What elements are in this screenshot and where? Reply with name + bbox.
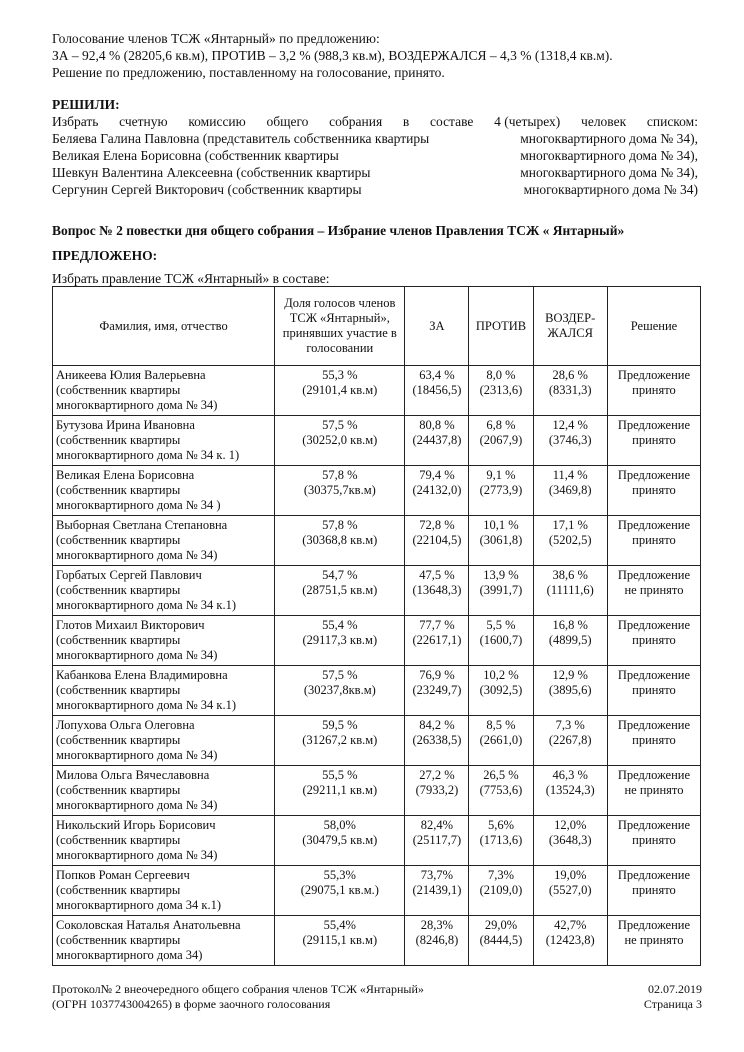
- name-cell-line: многоквартирного дома № 34 ): [56, 498, 221, 512]
- table-row: [53, 866, 701, 916]
- result-cell: [607, 716, 700, 766]
- decided-line-part: комиссию: [188, 114, 246, 129]
- name-cell: [53, 916, 275, 966]
- result-cell: [607, 866, 700, 916]
- for-cell: [405, 716, 469, 766]
- against-cell: [469, 716, 533, 766]
- result-cell-line: Предложение: [617, 618, 691, 632]
- table-row: [53, 516, 701, 566]
- result-cell-line: принято: [632, 633, 676, 647]
- abstained-cell-line: 16,8 %: [552, 618, 588, 632]
- share-cell: [275, 816, 405, 866]
- abstained-cell-line: (3648,3): [548, 833, 592, 847]
- for-cell-line: (26338,5): [412, 733, 462, 747]
- header-for: ЗА: [405, 287, 469, 366]
- abstained-cell-line: 38,6 %: [552, 568, 588, 582]
- decided-line-part: Избрать: [52, 114, 99, 129]
- against-cell-line: (1713,6): [479, 833, 523, 847]
- against-cell-line: 10,2 %: [483, 668, 519, 682]
- proposed-heading: ПРЕДЛОЖЕНО:: [52, 248, 158, 263]
- against-cell: [469, 816, 533, 866]
- share-cell-line: 55,4%: [323, 918, 356, 932]
- for-cell-line: 76,9 %: [419, 668, 455, 682]
- result-cell-line: Предложение: [617, 418, 691, 432]
- share-cell-line: 57,8 %: [322, 518, 358, 532]
- elect-board-text: Избрать правление ТСЖ «Янтарный» в составе:: [52, 271, 330, 286]
- name-cell-line: многоквартирного дома 34): [56, 948, 203, 962]
- decided-heading: РЕШИЛИ:: [52, 97, 120, 112]
- table-row: [53, 566, 701, 616]
- result-cell: [607, 366, 700, 416]
- for-cell-line: (8246,8): [415, 933, 459, 947]
- for-cell-line: 77,7 %: [419, 618, 455, 632]
- name-cell-line: многоквартирного дома № 34 к.1): [56, 598, 237, 612]
- name-cell-line: Глотов Михаил Викторович: [56, 618, 205, 632]
- name-cell: [53, 566, 275, 616]
- name-cell-line: (собственник квартиры: [56, 583, 181, 597]
- against-cell: [469, 666, 533, 716]
- share-cell-line: (30375,7кв.м): [303, 483, 376, 497]
- vote-intro-line: Голосование членов ТСЖ «Янтарный» по предложению:: [52, 31, 380, 46]
- table-row: [53, 366, 701, 416]
- share-cell-line: 57,8 %: [322, 468, 358, 482]
- result-cell: [607, 916, 700, 966]
- decided-line-part: Великая Елена Борисовна (собственник квартиры: [52, 148, 339, 163]
- table-header-row: [53, 287, 701, 366]
- decided-line-part: в: [402, 114, 410, 129]
- result-cell-line: не принято: [624, 933, 684, 947]
- abstained-cell-line: (8331,3): [548, 383, 592, 397]
- vote-summary: [52, 30, 702, 81]
- decided-line-part: многоквартирного дома № 34),: [520, 131, 698, 146]
- result-cell-line: не принято: [624, 583, 684, 597]
- share-cell-line: 58,0%: [323, 818, 356, 832]
- abstained-cell-line: 28,6 %: [552, 368, 588, 382]
- for-cell-line: (13648,3): [412, 583, 462, 597]
- abstained-cell-line: 11,4 %: [552, 468, 588, 482]
- against-cell: [469, 566, 533, 616]
- share-cell-line: 55,4 %: [322, 618, 358, 632]
- for-cell-line: 27,2 %: [419, 768, 455, 782]
- abstained-cell-line: (12423,8): [545, 933, 595, 947]
- for-cell-line: 63,4 %: [419, 368, 455, 382]
- abstained-cell-line: 17,1 %: [552, 518, 588, 532]
- result-cell-line: Предложение: [617, 518, 691, 532]
- abstained-cell-line: 12,0%: [554, 818, 587, 832]
- for-cell: [405, 366, 469, 416]
- result-cell-line: Предложение: [617, 818, 691, 832]
- header-against: ПРОТИВ: [469, 287, 533, 366]
- result-cell: [607, 516, 700, 566]
- name-cell-line: многоквартирного дома № 34): [56, 398, 218, 412]
- for-cell-line: (23249,7): [412, 683, 462, 697]
- name-cell-line: многоквартирного дома № 34): [56, 548, 218, 562]
- result-cell: [607, 566, 700, 616]
- name-cell-line: многоквартирного дома № 34): [56, 748, 218, 762]
- name-cell-line: (собственник квартиры: [56, 533, 181, 547]
- abstained-cell-line: 12,9 %: [552, 668, 588, 682]
- vote-results-line: ЗА – 92,4 % (28205,6 кв.м), ПРОТИВ – 3,2 % (988,3 кв.м), ВОЗДЕРЖАЛСЯ – 4,3 % (1318,4 кв.м).: [52, 48, 613, 63]
- against-cell: [469, 516, 533, 566]
- for-cell-line: (21439,1): [412, 883, 462, 897]
- share-cell-line: (30237,8кв.м): [303, 683, 376, 697]
- header-result: Решение: [607, 287, 700, 366]
- question-2-heading: Вопрос № 2 повестки дня общего собрания – Избрание членов Правления ТСЖ « Янтарный»: [52, 223, 625, 238]
- result-cell-line: принято: [632, 683, 676, 697]
- against-cell-line: 8,5 %: [486, 718, 516, 732]
- table-row: [53, 416, 701, 466]
- table-row: [53, 766, 701, 816]
- for-cell-line: (22617,1): [412, 633, 462, 647]
- share-cell-line: 55,3%: [323, 868, 356, 882]
- abstained-cell: [533, 666, 607, 716]
- decided-line-part: составе: [429, 114, 474, 129]
- abstained-cell-line: (3746,3): [548, 433, 592, 447]
- result-cell-line: не принято: [624, 783, 684, 797]
- abstained-cell: [533, 716, 607, 766]
- abstained-cell-line: (3895,6): [548, 683, 592, 697]
- abstained-cell-line: 7,3 %: [555, 718, 585, 732]
- for-cell-line: (18456,5): [412, 383, 462, 397]
- name-cell-line: (собственник квартиры: [56, 633, 181, 647]
- share-cell-line: (29211,1 кв.м): [302, 783, 378, 797]
- share-cell-line: (29117,3 кв.м): [302, 633, 378, 647]
- name-cell-line: Бутузова Ирина Ивановна: [56, 418, 195, 432]
- decided-section: [52, 96, 698, 198]
- name-cell-line: многоквартирного дома № 34): [56, 798, 218, 812]
- decided-line: [52, 130, 698, 147]
- result-cell-line: Предложение: [617, 668, 691, 682]
- result-cell: [607, 616, 700, 666]
- for-cell: [405, 866, 469, 916]
- share-cell-line: 57,5 %: [322, 418, 358, 432]
- result-cell: [607, 666, 700, 716]
- decided-line-part: многоквартирного дома № 34),: [520, 148, 698, 163]
- against-cell-line: 5,6%: [487, 818, 515, 832]
- abstained-cell-line: 46,3 %: [552, 768, 588, 782]
- for-cell: [405, 566, 469, 616]
- abstained-cell-line: (3469,8): [548, 483, 592, 497]
- for-cell-line: 73,7%: [420, 868, 454, 882]
- share-cell-line: (30479,5 кв.м): [302, 833, 378, 847]
- for-cell: [405, 916, 469, 966]
- name-cell-line: (собственник квартиры: [56, 833, 181, 847]
- for-cell-line: 28,3%: [420, 918, 454, 932]
- decided-line-part: собрания: [329, 114, 383, 129]
- name-cell: [53, 416, 275, 466]
- name-cell: [53, 816, 275, 866]
- decided-line-part: Беляева Галина Павловна (представитель собственника квартиры: [52, 131, 430, 146]
- decided-line: [52, 147, 698, 164]
- header-abstained: ВОЗДЕРЖАЛСЯ: [533, 287, 607, 366]
- decided-line-part: многоквартирного дома № 34),: [520, 165, 698, 180]
- against-cell-line: (2109,0): [479, 883, 523, 897]
- share-cell-line: (30368,8 кв.м): [302, 533, 378, 547]
- for-cell-line: 47,5 %: [419, 568, 455, 582]
- against-cell-line: 10,1 %: [483, 518, 519, 532]
- for-cell-line: (24132,0): [412, 483, 462, 497]
- name-cell: [53, 866, 275, 916]
- result-cell-line: Предложение: [617, 468, 691, 482]
- against-cell: [469, 466, 533, 516]
- result-cell: [607, 816, 700, 866]
- name-cell: [53, 466, 275, 516]
- share-cell: [275, 766, 405, 816]
- footer-ogrn: (ОГРН 1037743004265) в форме заочного голосования: [52, 997, 331, 1011]
- result-cell-line: принято: [632, 433, 676, 447]
- table-row: [53, 666, 701, 716]
- share-cell-line: 55,5 %: [322, 768, 358, 782]
- name-cell-line: (собственник квартиры: [56, 433, 181, 447]
- abstained-cell-line: (5202,5): [548, 533, 592, 547]
- for-cell: [405, 416, 469, 466]
- name-cell-line: Соколовская Наталья Анатольевна: [56, 918, 241, 932]
- share-cell: [275, 466, 405, 516]
- name-cell-line: Попков Роман Сергеевич: [56, 868, 190, 882]
- for-cell-line: 79,4 %: [419, 468, 455, 482]
- for-cell-line: 84,2 %: [419, 718, 455, 732]
- decided-line-part: человек: [581, 114, 627, 129]
- share-cell: [275, 516, 405, 566]
- against-cell-line: 26,5 %: [483, 768, 519, 782]
- for-cell: [405, 516, 469, 566]
- against-cell-line: (7753,6): [479, 783, 523, 797]
- decided-line-part: Шевкун Валентина Алексеевна (собственник квартиры: [52, 165, 371, 180]
- against-cell-line: (3092,5): [479, 683, 523, 697]
- name-cell-line: Горбатых Сергей Павлович: [56, 568, 202, 582]
- name-cell-line: (собственник квартиры: [56, 783, 181, 797]
- result-cell-line: Предложение: [617, 868, 691, 882]
- decided-line-part: списком:: [646, 114, 698, 129]
- abstained-cell: [533, 566, 607, 616]
- name-cell: [53, 366, 275, 416]
- name-cell: [53, 666, 275, 716]
- name-cell-line: (собственник квартиры: [56, 383, 181, 397]
- abstained-cell-line: (13524,3): [545, 783, 595, 797]
- result-cell: [607, 416, 700, 466]
- header-name: Фамилия, имя, отчество: [53, 287, 275, 366]
- name-cell-line: многоквартирного дома № 34): [56, 848, 218, 862]
- share-cell: [275, 666, 405, 716]
- for-cell-line: 80,8 %: [419, 418, 455, 432]
- share-cell: [275, 866, 405, 916]
- decided-line-part: 4 (четырех): [494, 114, 561, 129]
- against-cell-line: (2313,6): [479, 383, 523, 397]
- for-cell-line: 72,8 %: [419, 518, 455, 532]
- abstained-cell-line: (2267,8): [548, 733, 592, 747]
- result-cell: [607, 466, 700, 516]
- share-cell: [275, 366, 405, 416]
- name-cell-line: Никольский Игорь Борисович: [56, 818, 216, 832]
- share-cell: [275, 616, 405, 666]
- against-cell-line: 7,3%: [487, 868, 515, 882]
- share-cell-line: (29115,1 кв.м): [302, 933, 378, 947]
- against-cell: [469, 766, 533, 816]
- name-cell-line: (собственник квартиры: [56, 733, 181, 747]
- against-cell-line: (3061,8): [479, 533, 523, 547]
- name-cell-line: Аникеева Юлия Валерьевна: [56, 368, 206, 382]
- decided-line-part: Сергунин Сергей Викторович (собственник квартиры: [52, 182, 362, 197]
- header-share: Доля голосов членов ТСЖ «Янтарный», принявших участие в голосовании: [275, 287, 405, 366]
- result-cell-line: Предложение: [617, 568, 691, 582]
- decided-line: [52, 181, 698, 198]
- table-row: [53, 816, 701, 866]
- against-cell: [469, 416, 533, 466]
- against-cell-line: (2067,9): [479, 433, 523, 447]
- name-cell-line: многоквартирного дома 34 к.1): [56, 898, 221, 912]
- name-cell-line: многоквартирного дома № 34 к. 1): [56, 448, 240, 462]
- result-cell-line: Предложение: [617, 368, 691, 382]
- abstained-cell: [533, 816, 607, 866]
- decided-line-part: многоквартирного дома № 34): [523, 182, 698, 197]
- table-row: [53, 716, 701, 766]
- abstained-cell: [533, 516, 607, 566]
- share-cell-line: (31267,2 кв.м): [302, 733, 378, 747]
- against-cell-line: (2661,0): [479, 733, 523, 747]
- name-cell: [53, 616, 275, 666]
- name-cell-line: Кабанкова Елена Владимировна: [56, 668, 228, 682]
- name-cell-line: (собственник квартиры: [56, 683, 181, 697]
- result-cell-line: принято: [632, 533, 676, 547]
- abstained-cell-line: (5527,0): [548, 883, 592, 897]
- name-cell-line: Выборная Светлана Степановна: [56, 518, 228, 532]
- against-cell: [469, 366, 533, 416]
- share-cell: [275, 566, 405, 616]
- result-cell-line: принято: [632, 833, 676, 847]
- name-cell-line: Лопухова Ольга Олеговна: [56, 718, 195, 732]
- against-cell: [469, 916, 533, 966]
- name-cell-line: многоквартирного дома № 34 к.1): [56, 698, 237, 712]
- abstained-cell-line: 42,7%: [554, 918, 587, 932]
- result-cell-line: принято: [632, 733, 676, 747]
- abstained-cell-line: 19,0%: [554, 868, 587, 882]
- board-votes-table: [52, 286, 701, 966]
- against-cell-line: 13,9 %: [483, 568, 519, 582]
- share-cell: [275, 716, 405, 766]
- for-cell: [405, 466, 469, 516]
- against-cell-line: (2773,9): [479, 483, 523, 497]
- footer-protocol-title: Протокол№ 2 внеочередного общего собрания членов ТСЖ «Янтарный»: [52, 982, 424, 996]
- against-cell: [469, 866, 533, 916]
- share-cell: [275, 916, 405, 966]
- against-cell-line: (8444,5): [479, 933, 523, 947]
- name-cell-line: Милова Ольга Вячеславовна: [56, 768, 210, 782]
- for-cell: [405, 816, 469, 866]
- result-cell-line: Предложение: [617, 768, 691, 782]
- share-cell-line: 54,7 %: [322, 568, 358, 582]
- against-cell-line: (1600,7): [479, 633, 523, 647]
- page-footer: [52, 982, 702, 1012]
- result-cell: [607, 766, 700, 816]
- against-cell-line: 8,0 %: [486, 368, 516, 382]
- for-cell-line: (7933,2): [415, 783, 459, 797]
- share-cell: [275, 416, 405, 466]
- name-cell-line: (собственник квартиры: [56, 933, 181, 947]
- against-cell-line: 5,5 %: [486, 618, 516, 632]
- vote-decision-line: Решение по предложению, поставленному на голосование, принято.: [52, 65, 445, 80]
- share-cell-line: (29101,4 кв.м): [302, 383, 378, 397]
- table-row: [53, 616, 701, 666]
- name-cell: [53, 716, 275, 766]
- share-cell-line: 59,5 %: [322, 718, 358, 732]
- name-cell-line: Великая Елена Борисовна: [56, 468, 195, 482]
- name-cell-line: многоквартирного дома № 34): [56, 648, 218, 662]
- decided-line: [52, 164, 698, 181]
- decided-line-part: общего: [266, 114, 309, 129]
- against-cell-line: (3991,7): [479, 583, 523, 597]
- for-cell-line: 82,4%: [420, 818, 454, 832]
- table-row: [53, 466, 701, 516]
- for-cell: [405, 766, 469, 816]
- for-cell: [405, 616, 469, 666]
- against-cell-line: 9,1 %: [486, 468, 516, 482]
- abstained-cell: [533, 366, 607, 416]
- against-cell-line: 6,8 %: [486, 418, 516, 432]
- for-cell: [405, 666, 469, 716]
- name-cell: [53, 766, 275, 816]
- abstained-cell: [533, 866, 607, 916]
- share-cell-line: (28751,5 кв.м): [302, 583, 378, 597]
- for-cell-line: (24437,8): [412, 433, 462, 447]
- decided-line: [52, 113, 698, 130]
- name-cell-line: (собственник квартиры: [56, 883, 181, 897]
- against-cell: [469, 616, 533, 666]
- footer-date: 02.07.2019: [648, 982, 702, 996]
- footer-page-number: Страница 3: [643, 997, 702, 1011]
- abstained-cell-line: (11111,6): [546, 583, 594, 597]
- abstained-cell: [533, 916, 607, 966]
- result-cell-line: принято: [632, 483, 676, 497]
- abstained-cell-line: (4899,5): [548, 633, 592, 647]
- abstained-cell-line: 12,4 %: [552, 418, 588, 432]
- abstained-cell: [533, 466, 607, 516]
- share-cell-line: (30252,0 кв.м): [302, 433, 378, 447]
- against-cell-line: 29,0%: [484, 918, 518, 932]
- share-cell-line: 57,5 %: [322, 668, 358, 682]
- decided-line-part: счетную: [119, 114, 168, 129]
- name-cell: [53, 516, 275, 566]
- for-cell-line: (22104,5): [412, 533, 462, 547]
- table-row: [53, 916, 701, 966]
- result-cell-line: принято: [632, 383, 676, 397]
- result-cell-line: Предложение: [617, 718, 691, 732]
- name-cell-line: (собственник квартиры: [56, 483, 181, 497]
- share-cell-line: 55,3 %: [322, 368, 358, 382]
- result-cell-line: Предложение: [617, 918, 691, 932]
- for-cell-line: (25117,7): [412, 833, 462, 847]
- abstained-cell: [533, 616, 607, 666]
- abstained-cell: [533, 416, 607, 466]
- abstained-cell: [533, 766, 607, 816]
- result-cell-line: принято: [632, 883, 676, 897]
- share-cell-line: (29075,1 кв.м.): [300, 883, 379, 897]
